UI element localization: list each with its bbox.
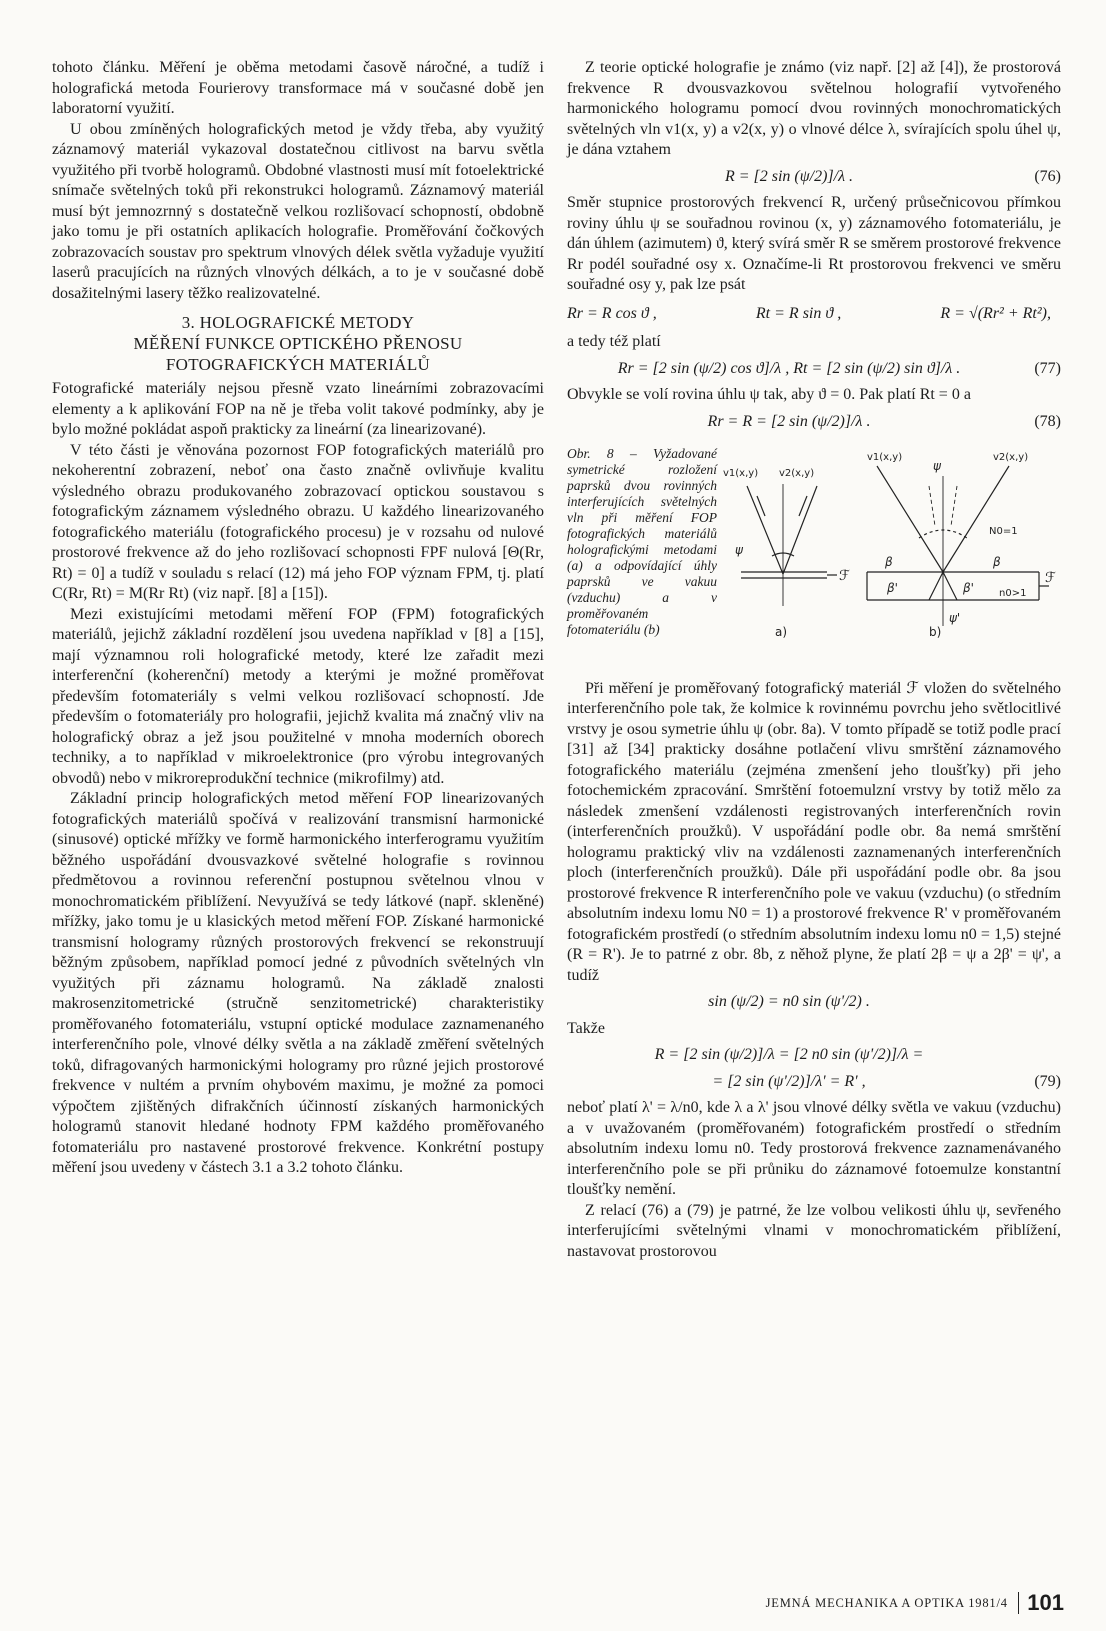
paragraph: Z teorie optické holografie je známo (viz např. [2] až [4]), že prostorová frekvence R dvousvazkovou světelnou holografií vytvořeného harmonického hologramu pomocí dvou rovinných monochromatických světelných vln v1(x, y) a v2(x, y) o vlnové délce λ, svírajících spolu úhel ψ, je dána vztahem: [567, 59, 1061, 158]
ray-refracted-b: [943, 572, 957, 600]
equation-part: Rr = R cos ϑ ,: [567, 304, 657, 322]
equation-78: [567, 412, 1061, 433]
figure-8: [567, 446, 1061, 653]
label-v2-b: v2(x,y): [993, 452, 1029, 463]
ray-diagram: [717, 446, 1057, 646]
label-beta-prime-right: β': [963, 581, 974, 595]
equation-body: sin (ψ/2) = n0 sin (ψ'/2) .: [708, 993, 870, 1010]
equation-number: (77): [1034, 359, 1061, 377]
ray-refracted-b: [929, 572, 943, 600]
page-footer: [724, 1590, 1064, 1616]
paragraph: Základní princip holografických metod měření FOP linearizovaných fotografických materiálů spočívá v realizování transmisní harmonické (sinusové) optické mřížky ve formě harmonického interferogramu využitím běžného uspořádání dvousvazkové světelné holografie s rovinnou předmětovou a rovinnou referenční postupnou světelnou vlnou v monochromatickém přiblížení. Nevyužívá se tedy látkové (např. skleněné) mřížky, jako tomu je u klasických metod měření FOP. Získané harmonické transmisní hologramy různých prostorových frekvencí se rekonstruují běžným způsobem, například pomocí jedné z původních světelných vln využitých při záznamu hologramů. Na základě znalosti makrosenzitometrické (stručně senzitometrické) charakteristiky proměřovaného fotomateriálu, vstupní optické modulace zaznamenaného interferenčního pole, vlnové délky světla a na základě změření světelných toků, difragovaných harmonickými hologramy pro různé jejich prostorové frekvence v nultém a prvním ohybovém maximu, je možné za pomoci výpočtem zjištěných difrakčních účinností získaných harmonických hologramů stanovit hledané hodnoty FPM každého proměřovaného fotomateriálu pro nastavené prostorové frekvence. Konkrétní postupy měření jsou uvedeny v částech 3.1 a 3.2 tohoto článku.: [52, 790, 544, 1176]
label-v1-b: v1(x,y): [867, 452, 903, 463]
equation-sin: [567, 992, 1061, 1013]
dashed-line: [929, 486, 935, 526]
section-heading: [52, 312, 544, 375]
equation-part: R = √(Rr² + Rt²),: [940, 304, 1051, 322]
equation-row: [567, 304, 1061, 325]
paragraph: Z relací (76) a (79) je patrné, že lze volbou velikosti úhlu ψ, sevřeného interferujícími světelnými vlnami v monochromatickém přiblížení, nastavovat prostorovou: [567, 1201, 1061, 1260]
equation-body: Rr = [2 sin (ψ/2) cos ϑ]/λ , Rt = [2 sin (ψ/2) sin ϑ]/λ .: [617, 359, 961, 377]
label-v2-a: v2(x,y): [779, 468, 815, 479]
equation-number: (78): [1034, 412, 1061, 430]
section-heading-line: 3. HOLOGRAFICKÉ METODY: [181, 313, 415, 332]
paragraph: tohoto článku. Měření je oběma metodami časově náročné, a tudíž i holografická metoda Fourierovy transformace má v současné době jen laboratorní využití.: [52, 59, 544, 117]
paragraph: neboť platí λ' = λ/n0, kde λ a λ' jsou vlnové délky světla ve vakuu (vzduchu) a v uvažovaném (proměřovaném) fotografickém prostředí o středním absolutním indexu lomu n0. Tedy prostorová frekvence zaznamenávaného interferenčního pole se při průniku do záznamové fotoemulze konstantní tloušťky nemění.: [567, 1099, 1061, 1198]
label-n0: n0>1: [999, 588, 1027, 599]
label-material-a: ℱ: [839, 568, 851, 584]
section-heading-line: MĚŘENÍ FUNKCE OPTICKÉHO PŘENOSU: [133, 334, 463, 353]
section-heading-line: FOTOGRAFICKÝCH MATERIÁLŮ: [165, 355, 431, 374]
paragraph: Takže: [567, 1019, 605, 1037]
page-number: 101: [1027, 1590, 1064, 1615]
paragraph: V této části je věnována pozornost FOP fotografických materiálů pro nekoherentní zobrazení, neboť ona často značně ovlivňuje kvalitu výsledného obrazu produkovaného zobrazovací optickou soustavou s fotografickým záznamem výsledného obrazu. U každého linearizovaného fotografického materiálu (fotografického procesu) je v rozsahu od nulové prostorové frekvence až do jeho rozlišovací schopnosti FPF nulová [Θ(Rr, Rt) = 0] a tudíž v souladu s relací (12) má jeho FOP význam FPM, tj. platí C(Rr, Rt) = M(Rr Rt) (viz např. [8] a [15]).: [52, 441, 544, 602]
paragraph: Fotografické materiály nejsou přesně vzato lineárními zobrazovacími elementy a k aplikování FOP na ně je třeba volit takové podmínky, aby je bylo možné pokládat aspoň prakticky za lineární (za linearizované).: [52, 380, 544, 438]
paragraph: Směr stupnice prostorových frekvencí R, určený průsečnicovou přímkou roviny úhlu ψ se souřadnou rovinou (x, y) záznamového fotomateriálu, je dán úhlem (azimutem) ϑ, který svírá směr R se směrem prostorové frekvence Rr podél souřadné osy x. Označíme-li Rt prostorovou frekvenci ve směru souřadné osy y, pak lze psát: [567, 194, 1061, 293]
right-column: [567, 58, 1061, 1262]
label-a: a): [775, 625, 788, 639]
ray-tick: [799, 496, 807, 516]
equation-number: (79): [1034, 1072, 1061, 1090]
figure-diagram: [717, 446, 1061, 653]
equation-body: R = [2 sin (ψ/2)]/λ .: [724, 167, 854, 185]
ray-v2-a: [783, 486, 817, 574]
equation-79-line1: [567, 1045, 1061, 1066]
figure-caption: Obr. 8 – Vyžadované symetrické rozložení paprsků dvou rovinných interferujících světelných vln při měření FOP fotografických materiálů holografickými metodami (a) a odpovídající úhly paprsků ve vakuu (vzduchu) a v proměřovaném fotomateriálu (b): [567, 446, 717, 637]
footer-divider: [1018, 1592, 1020, 1614]
equation-body: Rr = R = [2 sin (ψ/2)]/λ .: [707, 412, 871, 430]
paragraph: Mezi existujícími metodami měření FOP (FPM) fotografických materiálů, jejichž základní rozdělení jsou uvedena například v [8] a [15], mají významnou roli holografické metody, které lze zařadit mezi interferenční (koherenční) metody a kterými je možné proměřovat především fotomateriály s velmi velkou rozlišovací schopností. Jde především o fotomateriály pro holografii, jejichž kvalita má značný vliv na holografický obraz a jež jsou použitelné v mnoha moderních oborech techniky, a to například v mikroelektronice (pro výrobu integrovaných obvodů) nebo v mikroreprodukční technice (mikrofilmy) atd.: [52, 605, 544, 787]
equation-part: Rt = R sin ϑ ,: [755, 304, 842, 322]
equation-number: (76): [1034, 167, 1061, 185]
paragraph: Při měření je proměřovaný fotografický materiál ℱ vložen do světelného interferenčního pole tak, že kolmice k rovinnému povrchu jeho světlocitlivé vrstvy je osou symetrie úhlu ψ (obr. 8a). V tomto případě se totiž podle prací [31] až [34] prakticky dosáhne potlačení vlivu smrštění záznamového fotografického materiálu (zejména zmenšení jeho tloušťky) při jeho fotochemickém zpracování. Smrštění fotoemulzní vrstvy by totiž mělo za následek zmenšení vzdálenosti registrovaných interferenčních rovin (interferenčních proužků). V uspořádání podle obr. 8a nemá smrštění hologramu praktický vliv na vzdálenosti zaznamenaných interferenčních ploch (interferenčních proužků). Dále při uspořádání podle obr. 8a jsou prostorové frekvence R interferenčního pole ve vakuu (vzduchu) (o středním absolutním indexu lomu N0 = 1) a prostorové frekvence R' v proměřovaném fotografickém prostředí (o středním absolutním indexu lomu n0 = 1,5) stejné (R = R'). Je to patrné z obr. 8b, z něhož plyne, že platí 2β = ψ a 2β' = ψ', a tudíž: [567, 679, 1061, 984]
journal-name: JEMNÁ MECHANIKA A OPTIKA 1981/4: [765, 1595, 1008, 1610]
paragraph: a tedy též platí: [567, 333, 661, 350]
paragraph: U obou zmíněných holografických metod je vždy třeba, aby využitý záznamový materiál vykazoval dostatečnou citlivost na barvu světla využitého při tvorbě hologramů. Obdobné vlastnosti musí mít fotoelektrické snímače světelných toků při rekonstrukci hologramů. Záznamový materiál musí být jemnozrnný s dostatečně velkou rozlišovací schopností, obdobně jako tomu je při ostatních aplikacích holografie. Proměřování čočkových zobrazovacích soustav pro spektrum vlnových délek světla vyžaduje využití laserů pracujících na různých vlnových délkách, a to je v současné době dosažitelnými lasery těžko realizovatelné.: [52, 120, 544, 302]
label-psi-prime: ψ': [949, 611, 961, 625]
label-N0: N0=1: [989, 526, 1018, 537]
equation-76: [567, 167, 1061, 188]
label-psi-a: ψ: [735, 543, 743, 557]
equation-79-line2: [567, 1072, 1061, 1093]
label-beta-right: β: [993, 555, 1001, 569]
left-column: [52, 58, 544, 1179]
equation-77: [567, 359, 1061, 380]
dashed-line: [951, 486, 957, 526]
ray-v1-a: [747, 486, 783, 574]
label-psi-b: ψ: [933, 459, 941, 473]
label-beta-prime-left: β': [887, 581, 898, 595]
label-b: b): [929, 625, 942, 639]
label-beta-left: β: [885, 555, 893, 569]
label-material-b: ℱ: [1045, 570, 1057, 586]
equation-body: R = [2 sin (ψ/2)]/λ = [2 n0 sin (ψ'/2)]/λ =: [654, 1046, 924, 1063]
label-v1-a: v1(x,y): [723, 468, 759, 479]
equation-body: = [2 sin (ψ'/2)]/λ' = R' ,: [712, 1072, 866, 1090]
paragraph: Obvykle se volí rovina úhlu ψ tak, aby ϑ = 0. Pak platí Rt = 0 a: [567, 386, 971, 403]
